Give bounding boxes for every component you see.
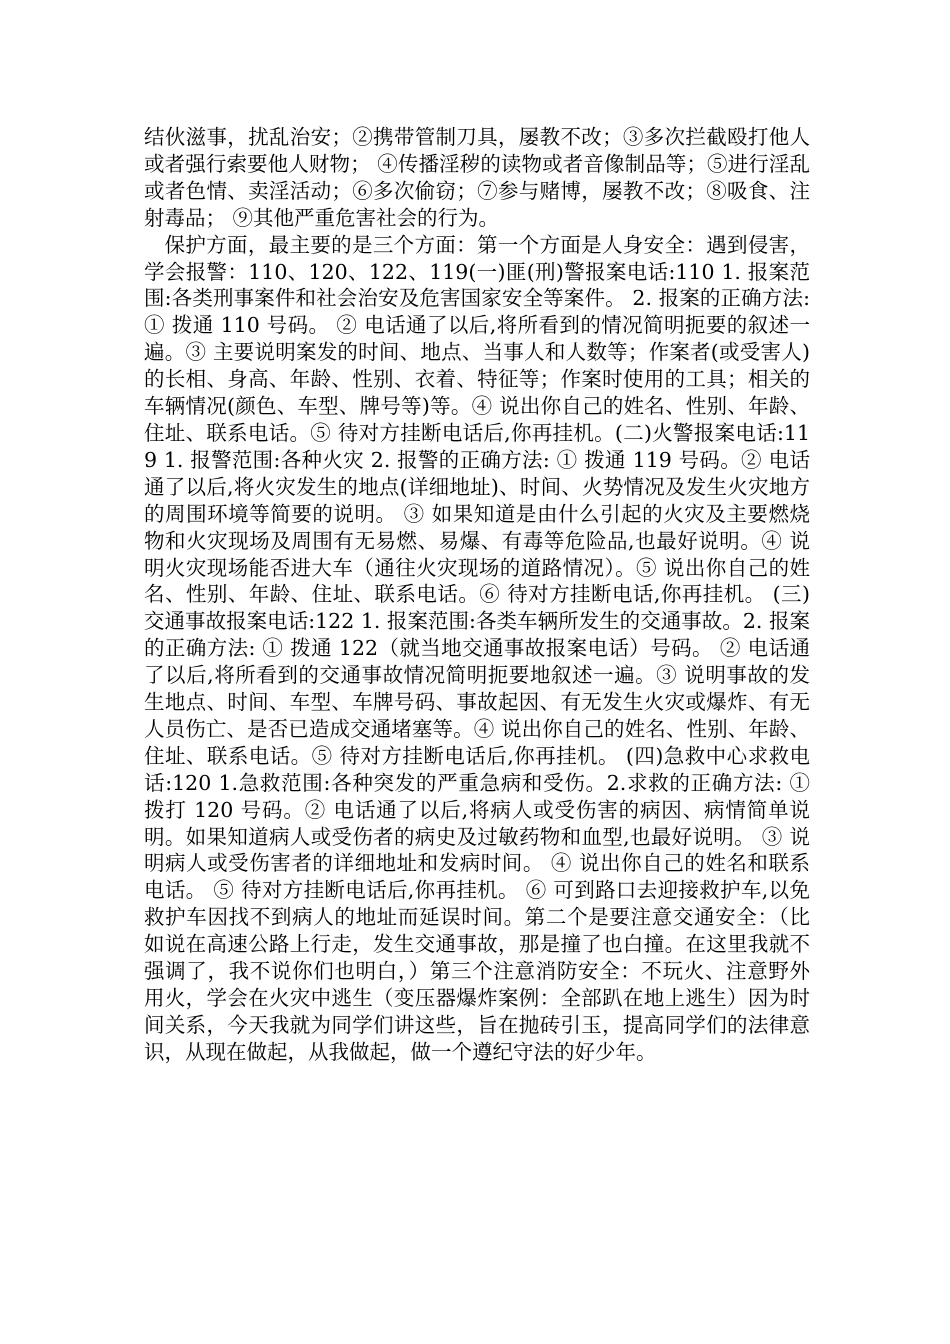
paragraph-protection: 保护方面，最主要的是三个方面：第一个方面是人身安全：遇到侵害，学会报警：110、120、122、119(一)匪(刑)警报案电话:110 1. 报案范围:各类刑事案件和社会治安及危害国家安全等案件。 2. 报案的正确方法: ① 拨通 110 号码。 ② 电话通了以后,将所看到的情况简明扼要的叙述一遍。③ 主要说明案发的时间、地点、当事人和人数等；作案者(或受害人)的长相、身高、年龄、性别、衣着、特征等；作案时使用的工具；相关的车辆情况(颜色、车型、牌号等)等。④ 说出你自己的姓名、性别、年龄、住址、联系电话。⑤ 待对方挂断电话后,你再挂机。(二)火警报案电话:119 1. 报警范围:各种火灾 2. 报警的正确方法: ① 拨通 119 号码。② 电话通了以后,将火灾发生的地点(详细地址)、时间、火势情况及发生火灾地方的周围环境等简要的说明。 ③ 如果知道是由什么引起的火灾及主要燃烧物和火灾现场及周围有无易燃、易爆、有毒等危险品,也最好说明。④ 说明火灾现场能否进大车（通往火灾现场的道路情况）。⑤ 说出你自己的姓名、性别、年龄、住址、联系电话。⑥ 待对方挂断电话,你再挂机。 (三)交通事故报案电话:122 1. 报案范围:各类车辆所发生的交通事故。2. 报案的正确方法: ① 拨通 122（就当地交通事故报案电话）号码。 ② 电话通了以后,将所看到的交通事故情况简明扼要地叙述一遍。③ 说明事故的发生地点、时间、车型、车牌号码、事故起因、有无发生火灾或爆炸、有无人员伤亡、是否已造成交通堵塞等。④ 说出你自己的姓名、性别、年龄、住址、联系电话。⑤ 待对方挂断电话后,你再挂机。 (四)急救中心求救电话:120 1.急救范围:各种突发的严重急病和受伤。2.求救的正确方法: ① 拨打 120 号码。② 电话通了以后,将病人或受伤害的病因、病情简单说明。如果知道病人或受伤者的病史及过敏药物和血型,也最好说明。 ③ 说明病人或受伤害者的详细地址和发病时间。 ④ 说出你自己的姓名和联系电话。 ⑤ 待对方挂断电话后,你再挂机。 ⑥ 可到路口去迎接救护车,以免救护车因找不到病人的地址而延误时间。第二个是要注意交通安全：（比如说在高速公路上行走，发生交通事故，那是撞了也白撞。在这里我就不强调了，我不说你们也明白，）第三个注意消防安全：不玩火、注意野外用火，学会在火灾中逃生（变压器爆炸案例：全部趴在地上逃生）因为时间关系，今天我就为同学们讲这些，旨在抛砖引玉，提高同学们的法律意识，从现在做起，从我做起，做一个遵纪守法的好少年。 bbox=[144, 232, 810, 1064]
paragraph-continuation: 结伙滋事，扰乱治安；②携带管制刀具，屡教不改；③多次拦截殴打他人或者强行索要他人财物； ④传播淫秽的读物或者音像制品等；⑤进行淫乱或者色情、卖淫活动；⑥多次偷窃；⑦参与赌博，屡教不改；⑧吸食、注射毒品； ⑨其他严重危害社会的行为。 bbox=[144, 125, 810, 230]
document-body bbox=[144, 124, 810, 1066]
